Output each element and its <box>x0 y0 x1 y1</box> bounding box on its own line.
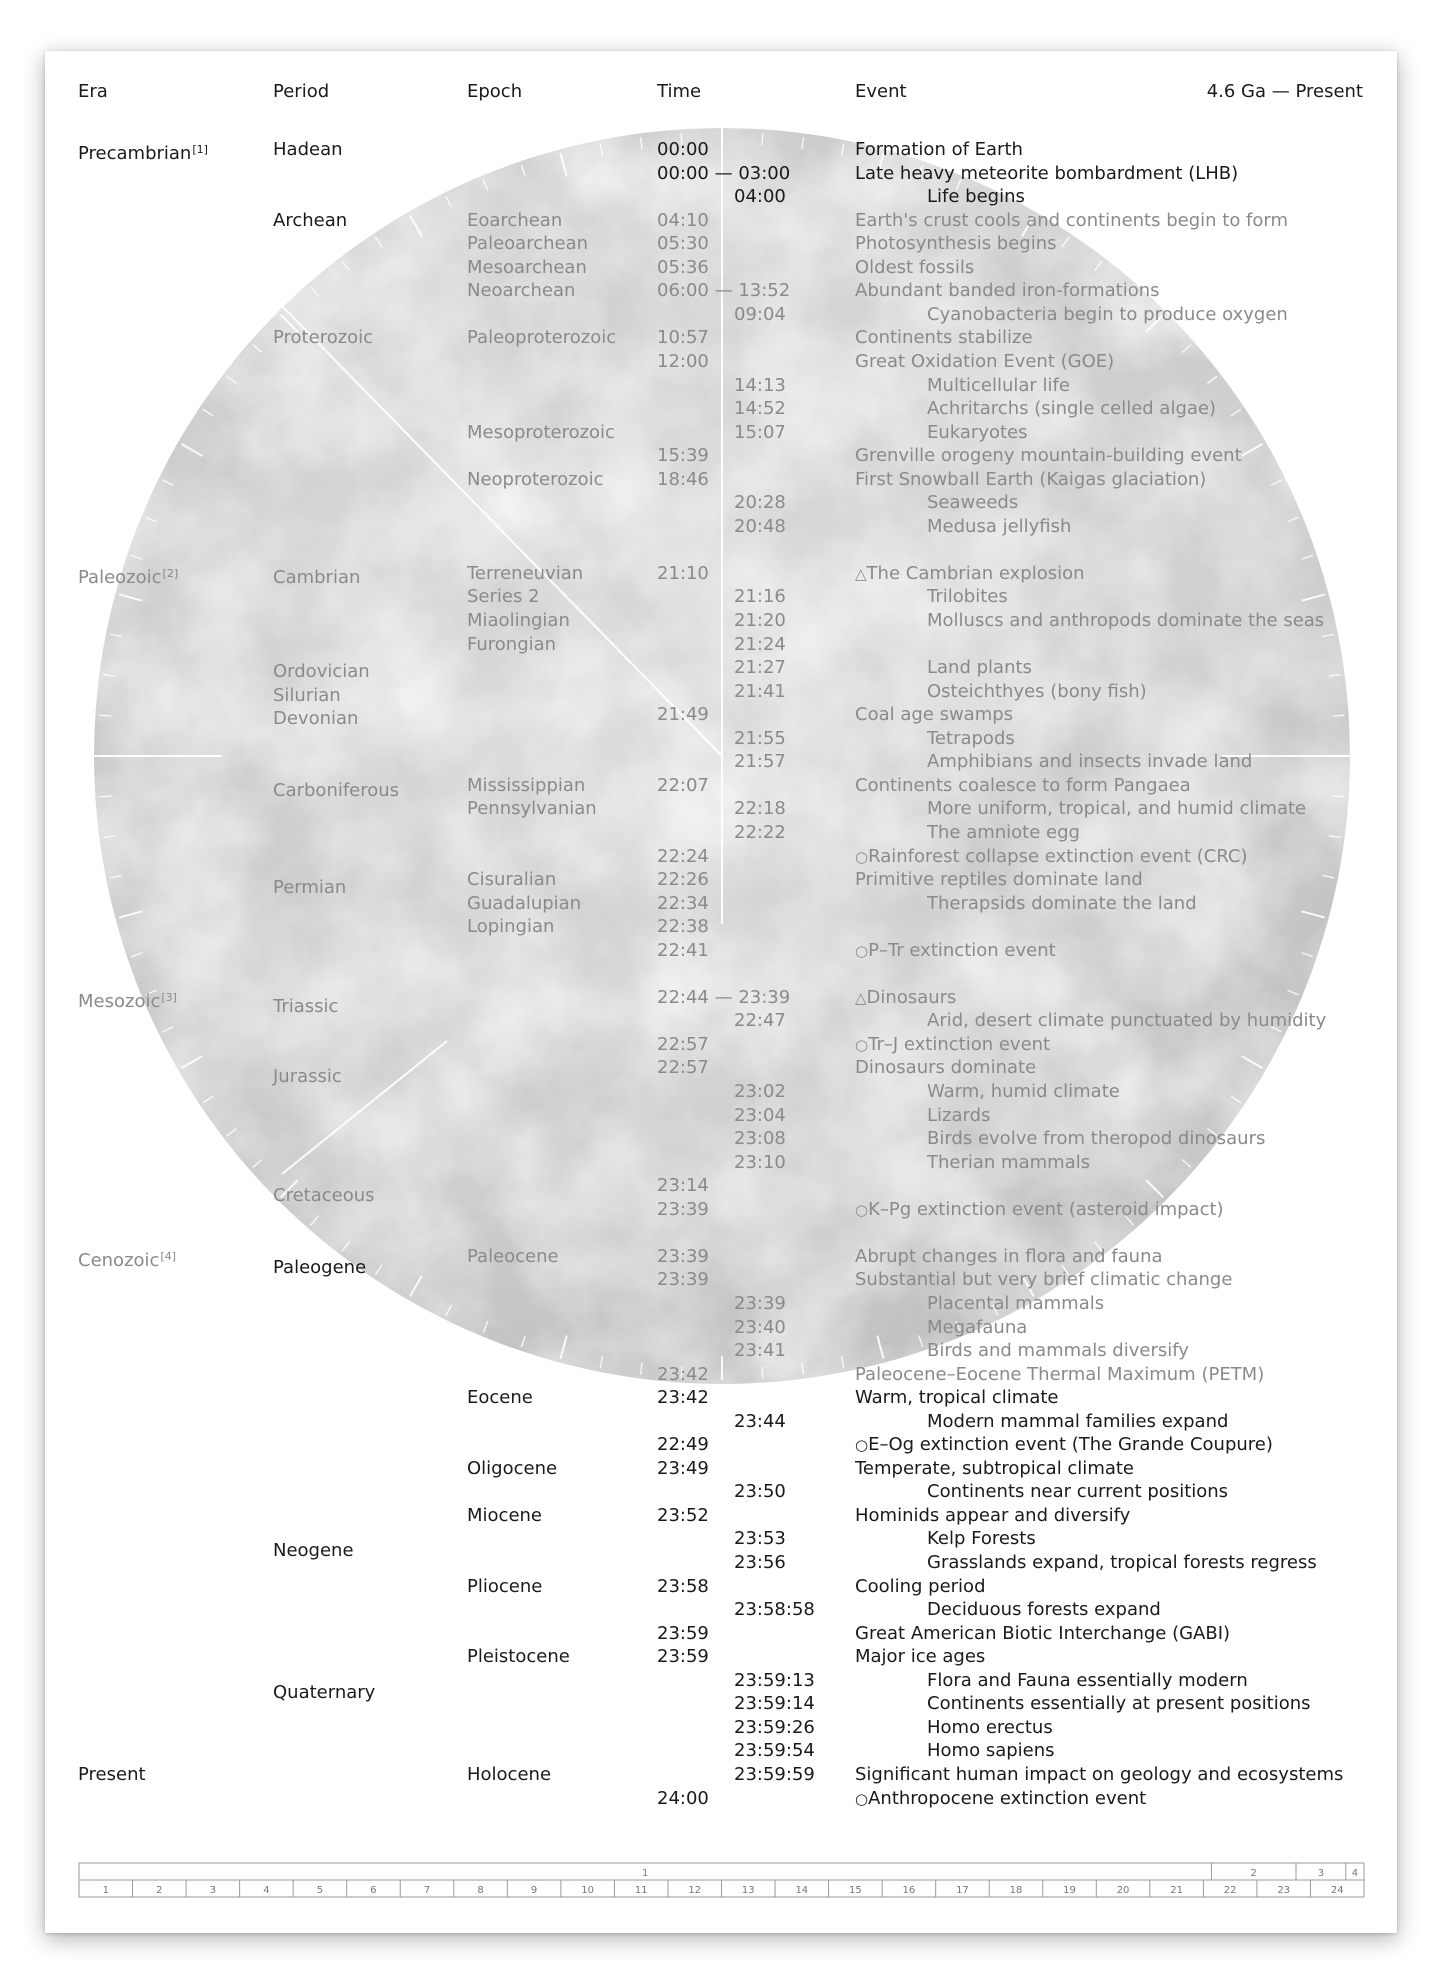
time-cell: 05:30 <box>657 233 709 255</box>
hour-scale-bar <box>45 51 1397 1933</box>
hour-label: 23 <box>1277 1885 1291 1896</box>
time-cell: 23:59 <box>657 1622 709 1644</box>
hour-label: 16 <box>902 1885 916 1896</box>
time-cell: 22:49 <box>657 1434 709 1456</box>
time-cell: 23:58 <box>657 1575 709 1597</box>
sub-time-cell: 23:41 <box>734 1340 786 1362</box>
time-cell: 23:42 <box>657 1363 709 1385</box>
sub-time-cell: 21:27 <box>734 657 786 679</box>
sub-time-cell: 04:00 <box>734 186 786 208</box>
event-text: P–Tr extinction event <box>868 939 1056 961</box>
circle-marker-icon: ○ <box>855 1436 869 1455</box>
event-text: Dinosaurs <box>866 986 957 1008</box>
sub-time-cell: 20:48 <box>734 515 786 537</box>
sub-time-cell: 09:04 <box>734 303 786 325</box>
sub-time-cell: 22:22 <box>734 821 786 843</box>
event-text: Substantial but very brief climatic change <box>855 1269 1233 1291</box>
circle-marker-icon: ○ <box>855 1789 869 1808</box>
event-text: Hominids appear and diversify <box>855 1504 1131 1526</box>
period-label: Quaternary <box>273 1681 376 1703</box>
time-cell: 12:00 <box>657 350 709 372</box>
event-text: K–Pg extinction event (asteroid impact) <box>868 1198 1224 1220</box>
sub-time-cell: 14:52 <box>734 398 786 420</box>
time-cell: 22:34 <box>657 892 709 914</box>
hour-label: 2 <box>156 1885 163 1896</box>
event-text: Medusa jellyfish <box>927 515 1072 537</box>
event-text: Great American Biotic Interchange (GABI) <box>855 1622 1231 1644</box>
epoch-cell: Miocene <box>467 1504 542 1526</box>
event-text: Achritarchs (single celled algae) <box>927 398 1217 420</box>
period-label: Ordovician <box>273 661 370 683</box>
sub-time-cell: 23:59:13 <box>734 1669 815 1691</box>
time-cell: 23:39 <box>657 1269 709 1291</box>
time-cell: 22:57 <box>657 1033 709 1055</box>
epoch-cell: Furongian <box>467 633 557 655</box>
time-cell: 21:10 <box>657 562 709 584</box>
triangle-marker-icon: △ <box>855 988 867 1007</box>
sub-time-cell: 23:59:59 <box>734 1763 815 1785</box>
circle-marker-icon: ○ <box>855 847 869 866</box>
time-cell: 23:42 <box>657 1387 709 1409</box>
event-text: E–Og extinction event (The Grande Coupure) <box>868 1434 1273 1456</box>
header-epoch: Epoch <box>467 81 523 102</box>
event-text: Lizards <box>927 1104 991 1126</box>
event-text: Continents essentially at present positions <box>927 1693 1311 1715</box>
sub-time-cell: 21:55 <box>734 727 786 749</box>
hour-label: 4 <box>263 1885 270 1896</box>
header-span: 4.6 Ga — Present <box>1206 81 1363 102</box>
period-label: Jurassic <box>273 1066 342 1088</box>
sub-time-cell: 23:50 <box>734 1481 786 1503</box>
sub-time-cell: 22:18 <box>734 798 786 820</box>
time-cell: 23:49 <box>657 1457 709 1479</box>
sub-time-cell: 23:58:58 <box>734 1599 815 1621</box>
time-cell: 24:00 <box>657 1787 709 1809</box>
epoch-cell: Pleistocene <box>467 1646 570 1668</box>
sub-time-cell: 21:16 <box>734 586 786 608</box>
event-text: Homo sapiens <box>927 1740 1055 1762</box>
time-cell: 22:07 <box>657 774 709 796</box>
era-name: Mesozoic <box>78 990 161 1012</box>
time-cell: 21:49 <box>657 704 709 726</box>
hour-label: 1 <box>102 1885 109 1896</box>
event-text: Tetrapods <box>927 727 1015 749</box>
sub-time-cell: 23:08 <box>734 1128 786 1150</box>
event-text: Birds and mammals diversify <box>927 1340 1189 1362</box>
event-text: The amniote egg <box>927 821 1080 843</box>
sub-time-cell: 23:10 <box>734 1151 786 1173</box>
event-text: Placental mammals <box>927 1292 1105 1314</box>
event-text: Land plants <box>927 657 1032 679</box>
era-name: Present <box>78 1763 146 1785</box>
era-marker-label: 4 <box>1351 1868 1359 1879</box>
sub-time-cell: 23:59:14 <box>734 1693 815 1715</box>
event-text: Osteichthyes (bony fish) <box>927 680 1147 702</box>
event-text: Abundant banded iron-formations <box>855 280 1160 302</box>
event-text: Temperate, subtropical climate <box>855 1457 1135 1479</box>
epoch-cell: Eoarchean <box>467 209 563 231</box>
event-text: Oldest fossils <box>855 256 975 278</box>
epoch-cell: Lopingian <box>467 916 555 938</box>
era-footnote: [4] <box>160 1249 177 1263</box>
period-label: Archean <box>273 209 348 231</box>
hour-label: 22 <box>1223 1885 1237 1896</box>
event-text: Late heavy meteorite bombardment (LHB) <box>855 162 1239 184</box>
era-marker-label: 3 <box>1317 1868 1325 1879</box>
sub-time-cell: 21:24 <box>734 633 786 655</box>
time-cell: 22:41 <box>657 939 709 961</box>
event-text: Major ice ages <box>855 1646 986 1668</box>
header-time: Time <box>657 81 702 102</box>
event-text: Formation of Earth <box>855 139 1023 160</box>
epoch-cell: Paleoarchean <box>467 233 589 255</box>
event-text: Grenville orogeny mountain-building event <box>855 445 1242 467</box>
sub-time-cell: 20:28 <box>734 492 786 514</box>
event-text: Life begins <box>927 186 1025 208</box>
sub-time-cell: 23:59:26 <box>734 1716 815 1738</box>
period-label: Silurian <box>273 684 341 706</box>
epoch-cell: Neoproterozoic <box>467 468 604 490</box>
event-text: Rainforest collapse extinction event (CRC) <box>868 845 1248 867</box>
circle-marker-icon: ○ <box>855 1035 869 1054</box>
hour-label: 24 <box>1330 1885 1344 1896</box>
event-text: Anthropocene extinction event <box>868 1787 1147 1809</box>
event-text: Primitive reptiles dominate land <box>855 869 1143 891</box>
hour-label: 20 <box>1116 1885 1130 1896</box>
event-text: Warm, humid climate <box>927 1081 1120 1102</box>
hour-label: 15 <box>848 1885 862 1896</box>
circle-marker-icon: ○ <box>855 941 869 960</box>
time-cell: 05:36 <box>657 256 709 278</box>
hour-label: 3 <box>209 1885 217 1896</box>
hour-label: 14 <box>795 1885 809 1896</box>
period-label: Cretaceous <box>273 1185 375 1207</box>
poster-sheet <box>45 51 1397 1933</box>
event-text: Cooling period <box>855 1575 986 1597</box>
event-text: Homo erectus <box>927 1716 1053 1738</box>
time-cell: 22:26 <box>657 869 709 891</box>
event-text: Cyanobacteria begin to produce oxygen <box>927 303 1288 325</box>
event-text: Dinosaurs dominate <box>855 1057 1037 1079</box>
circle-marker-icon: ○ <box>855 1200 869 1219</box>
event-text: First Snowball Earth (Kaigas glaciation) <box>855 468 1207 490</box>
event-text: Grasslands expand, tropical forests regress <box>927 1552 1317 1573</box>
header-era: Era <box>78 81 108 102</box>
time-cell: 22:38 <box>657 916 709 938</box>
event-text: Multicellular life <box>927 374 1070 396</box>
event-text: Deciduous forests expand <box>927 1599 1161 1621</box>
sub-time-cell: 23:56 <box>734 1552 786 1573</box>
event-text: More uniform, tropical, and humid climate <box>927 798 1307 820</box>
event-text: Great Oxidation Event (GOE) <box>855 350 1115 372</box>
sub-time-cell: 22:47 <box>734 1010 786 1032</box>
event-text: Modern mammal families expand <box>927 1410 1229 1432</box>
sub-time-cell: 23:02 <box>734 1081 786 1102</box>
epoch-cell: Terreneuvian <box>467 562 584 584</box>
event-text: Significant human impact on geology and ecosystems <box>855 1763 1344 1785</box>
hour-label: 12 <box>688 1885 702 1896</box>
epoch-cell: Series 2 <box>467 586 540 608</box>
epoch-cell: Mesoarchean <box>467 256 587 278</box>
time-cell: 04:10 <box>657 209 709 231</box>
period-label: Devonian <box>273 708 359 730</box>
era-name: Precambrian <box>78 143 192 164</box>
hour-label: 18 <box>1009 1885 1023 1896</box>
time-cell: 22:57 <box>657 1057 709 1079</box>
period-label: Hadean <box>273 139 343 160</box>
hour-label: 6 <box>370 1885 377 1896</box>
sub-time-cell: 14:13 <box>734 374 786 396</box>
time-cell: 00:00 — 03:00 <box>657 162 791 184</box>
era-footnote: [3] <box>161 990 177 1004</box>
epoch-cell: Holocene <box>467 1763 552 1785</box>
epoch-cell: Miaolingian <box>467 610 570 631</box>
era-name: Cenozoic <box>78 1249 160 1271</box>
hour-label: 7 <box>423 1885 431 1896</box>
hour-label: 19 <box>1063 1885 1076 1896</box>
time-cell: 23:39 <box>657 1198 709 1220</box>
hour-label: 9 <box>530 1885 538 1896</box>
event-text: Eukaryotes <box>927 421 1028 443</box>
event-text: Seaweeds <box>927 492 1019 514</box>
event-text: Continents coalesce to form Pangaea <box>855 774 1191 796</box>
sub-time-cell: 23:59:54 <box>734 1740 815 1762</box>
period-label: Triassic <box>273 995 339 1017</box>
epoch-cell: Paleoproterozoic <box>467 327 617 349</box>
hour-label: 13 <box>741 1885 755 1896</box>
sub-time-cell: 23:04 <box>734 1104 786 1126</box>
time-cell: 18:46 <box>657 468 709 490</box>
event-text: Megafauna <box>927 1316 1028 1338</box>
event-text: Amphibians and insects invade land <box>927 751 1253 773</box>
header-event: Event <box>855 81 907 102</box>
sub-time-cell: 21:41 <box>734 680 786 702</box>
time-cell: 10:57 <box>657 327 709 349</box>
sub-time-cell: 23:39 <box>734 1292 786 1314</box>
era-footnote: [2] <box>162 566 179 580</box>
sub-time-cell: 21:57 <box>734 751 786 773</box>
time-cell: 15:39 <box>657 445 709 467</box>
period-label: Proterozoic <box>273 327 374 349</box>
sub-time-cell: 23:53 <box>734 1528 786 1550</box>
event-text: Trilobites <box>927 586 1008 608</box>
period-label: Carboniferous <box>273 779 400 801</box>
period-label: Permian <box>273 877 347 899</box>
period-label: Cambrian <box>273 566 361 588</box>
event-text: Photosynthesis begins <box>855 233 1057 255</box>
event-text: Tr–J extinction event <box>868 1033 1051 1055</box>
epoch-cell: Mississippian <box>467 774 586 796</box>
epoch-cell: Oligocene <box>467 1457 558 1479</box>
sub-time-cell: 15:07 <box>734 421 786 443</box>
header-period: Period <box>273 81 330 102</box>
event-text: Molluscs and anthropods dominate the seas <box>927 610 1325 631</box>
event-text: Abrupt changes in flora and fauna <box>855 1245 1163 1267</box>
time-cell: 23:14 <box>657 1175 709 1197</box>
event-text: Therapsids dominate the land <box>927 892 1197 914</box>
time-cell: 06:00 — 13:52 <box>657 280 791 302</box>
triangle-marker-icon: △ <box>855 564 867 583</box>
event-text: The Cambrian explosion <box>866 562 1085 584</box>
epoch-cell: Eocene <box>467 1387 533 1409</box>
hour-label: 17 <box>956 1885 969 1896</box>
event-text: Flora and Fauna essentially modern <box>927 1669 1248 1691</box>
event-text: Continents stabilize <box>855 327 1033 349</box>
event-text: Paleocene–Eocene Thermal Maximum (PETM) <box>855 1363 1265 1385</box>
time-cell: 00:00 <box>657 139 709 160</box>
time-cell: 22:44 — 23:39 <box>657 986 791 1008</box>
epoch-cell: Neoarchean <box>467 280 576 302</box>
period-label: Neogene <box>273 1540 354 1562</box>
event-text: Arid, desert climate punctuated by humidity <box>927 1010 1327 1032</box>
epoch-cell: Pennsylvanian <box>467 798 597 820</box>
time-cell: 23:39 <box>657 1245 709 1267</box>
epoch-cell: Paleocene <box>467 1245 559 1267</box>
event-text: Earth's crust cools and continents begin to form <box>855 209 1289 231</box>
hour-label: 11 <box>634 1885 648 1896</box>
event-text: Continents near current positions <box>927 1481 1229 1503</box>
event-text: Therian mammals <box>927 1151 1091 1173</box>
hour-label: 5 <box>316 1885 324 1896</box>
era-footnote: [1] <box>192 143 208 156</box>
hour-label: 21 <box>1170 1885 1183 1896</box>
hour-label: 10 <box>581 1885 595 1896</box>
era-name: Paleozoic <box>78 566 162 588</box>
event-text: Warm, tropical climate <box>855 1387 1059 1409</box>
era-marker-label: 2 <box>1250 1868 1257 1879</box>
epoch-cell: Mesoproterozoic <box>467 421 615 443</box>
hour-label: 8 <box>477 1885 484 1896</box>
event-text: Birds evolve from theropod dinosaurs <box>927 1128 1266 1150</box>
era-marker-label: 1 <box>642 1868 649 1879</box>
epoch-cell: Guadalupian <box>467 892 582 914</box>
period-label: Paleogene <box>273 1256 367 1278</box>
epoch-cell: Pliocene <box>467 1575 543 1597</box>
time-cell: 22:24 <box>657 845 709 867</box>
time-cell: 23:52 <box>657 1504 709 1526</box>
sub-time-cell: 23:44 <box>734 1410 786 1432</box>
sub-time-cell: 21:20 <box>734 610 786 631</box>
epoch-cell: Cisuralian <box>467 869 557 891</box>
event-text: Kelp Forests <box>927 1528 1036 1550</box>
time-cell: 23:59 <box>657 1646 709 1668</box>
sub-time-cell: 23:40 <box>734 1316 786 1338</box>
event-text: Coal age swamps <box>855 704 1014 726</box>
